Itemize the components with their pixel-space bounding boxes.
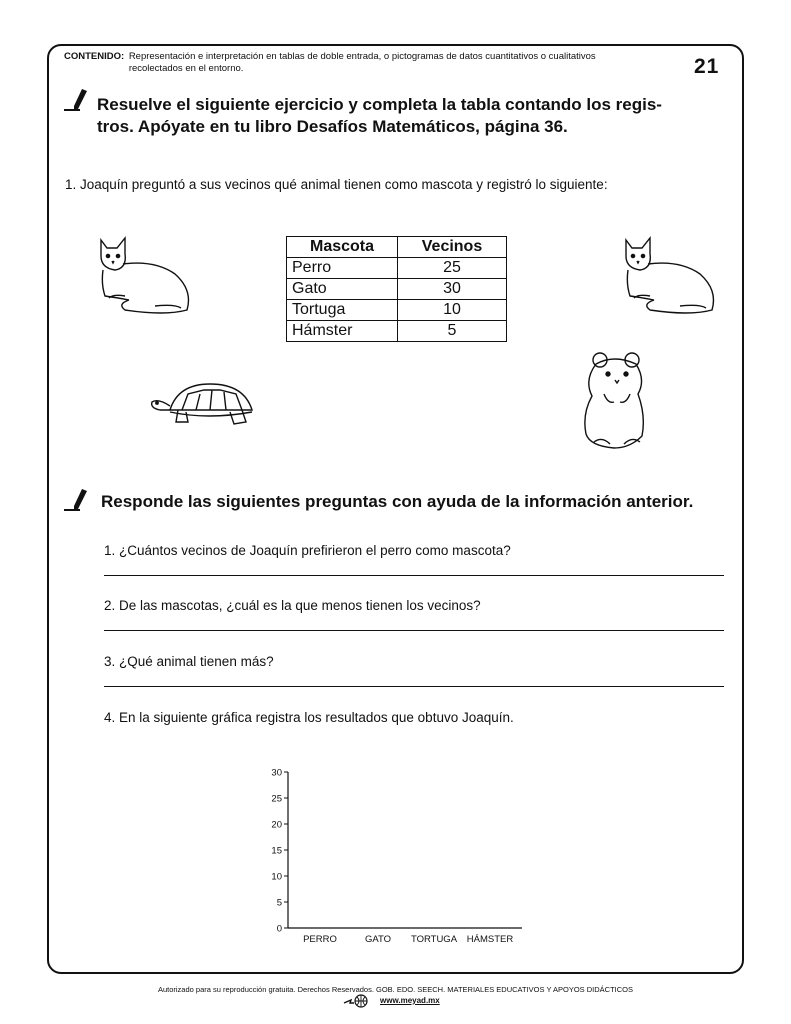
answer-line-3[interactable] bbox=[104, 686, 724, 687]
pet-count: 10 bbox=[398, 300, 507, 321]
cat-illustration-right bbox=[620, 234, 720, 319]
pet-name: Hámster bbox=[287, 321, 398, 342]
answer-line-2[interactable] bbox=[104, 630, 724, 631]
contenido-text: Representación e interpretación en tablas de doble entrada, o pictogramas de datos cuantitativos o cualitativos recolectados en el entorno. bbox=[128, 51, 596, 74]
question-1: 1. ¿Cuántos vecinos de Joaquín prefirieron el perro como mascota? bbox=[104, 543, 511, 558]
hamster-illustration bbox=[574, 350, 654, 450]
y-tick-label: 10 bbox=[271, 871, 282, 883]
x-tick-label: HÁMSTER bbox=[466, 934, 514, 945]
x-tick-label: TORTUGA bbox=[410, 934, 458, 945]
table-row bbox=[287, 321, 507, 342]
x-tick-label: GATO bbox=[364, 934, 392, 945]
pet-count: 30 bbox=[398, 279, 507, 300]
question-2: 2. De las mascotas, ¿cuál es la que menos tienen los vecinos? bbox=[104, 598, 481, 613]
contenido-block bbox=[64, 51, 664, 75]
instruction-1-line2: tros. Apóyate en tu libro Desafíos Matemáticos, página 36. bbox=[97, 117, 568, 136]
y-tick-label: 0 bbox=[276, 923, 282, 935]
turtle-illustration bbox=[148, 380, 258, 430]
y-tick-label: 15 bbox=[271, 845, 282, 857]
pet-name: Tortuga bbox=[287, 300, 398, 321]
footer-url[interactable]: www.meyad.mx bbox=[380, 996, 440, 1005]
pet-count: 5 bbox=[398, 321, 507, 342]
pet-name: Gato bbox=[287, 279, 398, 300]
y-tick-label: 20 bbox=[271, 819, 282, 831]
globe-icon bbox=[343, 994, 371, 1008]
cat-illustration-left bbox=[95, 234, 195, 319]
instruction-1-line1: Resuelve el siguiente ejercicio y completa la tabla contando los regis- bbox=[97, 95, 662, 114]
x-tick-label: PERRO bbox=[303, 934, 337, 945]
question-4: 4. En la siguiente gráfica registra los resultados que obtuvo Joaquín. bbox=[104, 710, 514, 725]
table-header-row bbox=[287, 237, 507, 258]
y-tick-label: 5 bbox=[276, 897, 282, 909]
pet-count: 25 bbox=[398, 258, 507, 279]
pencil-icon bbox=[62, 488, 96, 512]
pets-table bbox=[286, 236, 507, 342]
header-vecinos: Vecinos bbox=[398, 237, 507, 258]
question-3: 3. ¿Qué animal tienen más? bbox=[104, 654, 274, 669]
header-mascota: Mascota bbox=[287, 237, 398, 258]
instruction-1 bbox=[97, 94, 717, 138]
y-tick-label: 25 bbox=[271, 793, 282, 805]
instruction-2: Responde las siguientes preguntas con ayuda de la información anterior. bbox=[101, 492, 694, 511]
contenido-label: CONTENIDO: bbox=[64, 51, 125, 62]
pencil-icon bbox=[62, 88, 96, 112]
footer-notice: Autorizado para su reproducción gratuita. Derechos Reservados. GOB. EDO. SEECH. MATERIALES EDUCATIVOS Y APOYOS DIDÁCTICOS bbox=[157, 985, 634, 994]
y-tick-label: 30 bbox=[271, 767, 282, 779]
table-row bbox=[287, 279, 507, 300]
pet-name: Perro bbox=[287, 258, 398, 279]
answer-line-1[interactable] bbox=[104, 575, 724, 576]
problem-1: 1. Joaquín preguntó a sus vecinos qué animal tienen como mascota y registró lo siguiente: bbox=[65, 177, 608, 192]
bar-chart[interactable] bbox=[260, 760, 540, 950]
table-row bbox=[287, 300, 507, 321]
page-number: 21 bbox=[694, 55, 720, 78]
table-row bbox=[287, 258, 507, 279]
